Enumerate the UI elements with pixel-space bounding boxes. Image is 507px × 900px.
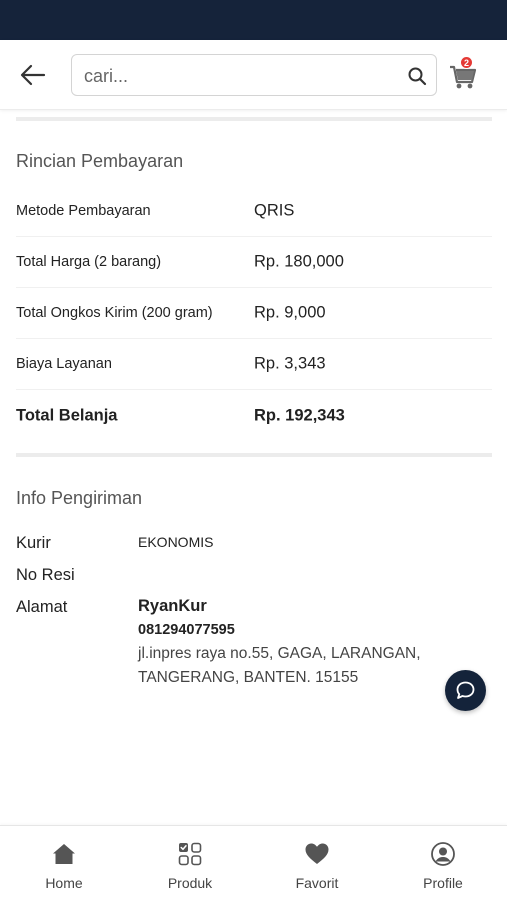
back-button[interactable] [18,62,48,88]
search-icon[interactable] [407,66,427,86]
payment-row [16,186,492,237]
service-fee-label: Biaya Layanan [16,356,112,372]
address-label: Alamat [16,598,68,616]
user-circle-icon [430,841,456,867]
payment-row [16,288,492,339]
nav-profile-label: Profile [423,875,463,891]
total-price-label: Total Harga (2 barang) [16,254,162,270]
payment-method-value: QRIS [254,201,295,220]
nav-produk-label: Produk [167,875,213,891]
total-price-value: Rp. 180,000 [254,252,344,271]
section-divider [16,453,492,457]
chat-bubble-icon [455,680,476,701]
grand-total-value: Rp. 192,343 [254,406,345,424]
address-line-2: TANGERANG, BANTEN. 15155 [138,669,359,686]
nav-produk[interactable] [140,826,240,900]
grand-total-label: Total Belanja [16,406,118,424]
recipient-name: RyanKur [138,597,207,615]
bottom-navigation [0,825,507,900]
home-icon [51,841,77,867]
payment-total-row [16,390,492,441]
shipping-cost-value: Rp. 9,000 [254,303,326,322]
nav-favorit-label: Favorit [295,875,339,891]
heart-icon [304,841,330,867]
courier-value: EKONOMIS [138,534,214,550]
payment-section-title: Rincian Pembayaran [16,151,184,171]
nav-favorit[interactable] [267,826,367,900]
recipient-phone: 081294077595 [138,622,235,638]
shipping-cost-label: Total Ongkos Kirim (200 gram) [16,305,213,321]
address-line-1: jl.inpres raya no.55, GAGA, LARANGAN, [138,645,421,662]
nav-home-label: Home [45,875,83,891]
service-fee-value: Rp. 3,343 [254,354,326,373]
section-divider [16,117,492,121]
payment-row [16,237,492,288]
cart-button[interactable] [448,56,478,90]
tracking-number-label: No Resi [16,566,75,584]
top-bar [0,40,507,110]
payment-row [16,339,492,390]
chat-button[interactable] [445,670,486,711]
courier-label: Kurir [16,534,51,552]
cart-count-badge: 2 [460,56,473,69]
arrow-left-icon [18,62,48,88]
nav-home[interactable] [14,826,114,900]
status-bar [0,0,507,40]
nav-profile[interactable] [393,826,493,900]
search-box [71,54,437,96]
payment-method-label: Metode Pembayaran [16,203,151,219]
product-grid-icon [177,841,203,867]
search-input[interactable] [84,64,394,88]
shipping-section-title: Info Pengiriman [16,488,143,508]
